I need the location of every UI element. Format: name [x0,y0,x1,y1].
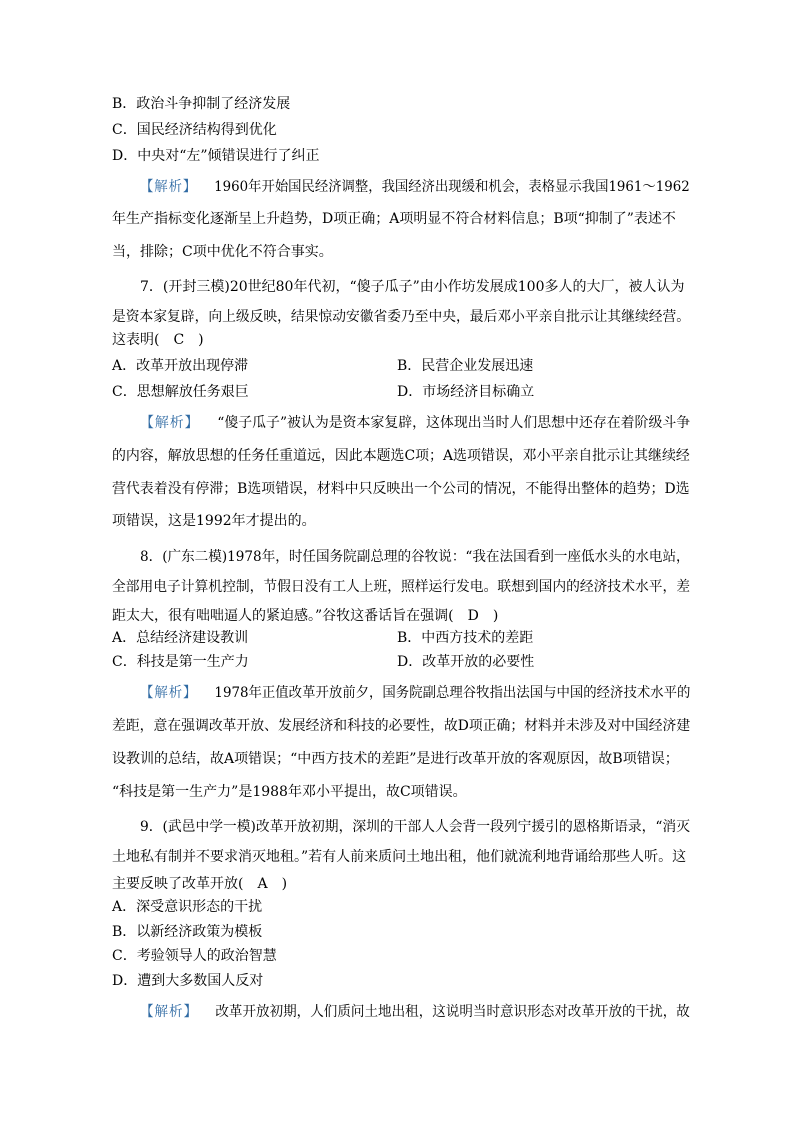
q8-option-c: C．科技是第一生产力 [112,654,249,670]
q7-option-b: B．民营企业发展迅速 [397,358,534,374]
q8-stem-line-2: 全部用电子计算机控制，节假日没有工人上班，照样运行发电。联想到国内的经济技术水平，差 [112,579,691,595]
q9-option-c: C．考验领导人的政治智慧 [112,948,277,964]
q8-analysis-text-1: 1978年正值改革开放前夕，国务院副总理谷牧指出法国与中国的经济技术水平的 [214,685,691,701]
q8-option-b: B．中西方技术的差距 [397,630,534,646]
q9-stem-line-1: 9．(武邑中学一模)改革开放初期，深圳的干部人人会背一段列宁援引的恩格斯语录，“消灭 [140,819,691,835]
q8-option-a: A．总结经济建设教训 [112,630,249,646]
q7-analysis-text-1: “傻子瓜子”被认为是资本家复辟，这体现出当时人们思想中还存在着阶级斗争 [217,415,691,431]
q7-option-a: A．改革开放出现停滞 [112,358,249,374]
q7-option-c: C．思想解放任务艰巨 [112,384,249,400]
q6-analysis-line-2: 年生产指标变化逐渐呈上升趋势，D项正确；A项明显不符合材料信息；B项“抑制了”表述不 [112,211,676,227]
q8-stem-line-3: 距太大，很有咄咄逼人的紧迫感。”谷牧这番话旨在强调( D ) [112,608,499,624]
q9-stem-line-2: 土地私有制并不要求消灭地租。”若有人前来质问土地出租，他们就流利地背诵给那些人听。这 [112,849,687,865]
q9-option-d: D．遭到大多数国人反对 [112,973,264,989]
q6-option-b: B．政治斗争抑制了经济发展 [112,96,291,112]
q6-analysis-text-1: 1960年开始国民经济调整，我国经济出现缓和机会，表格显示我国1961～1962 [214,179,690,195]
q8-analysis-line-4: “科技是第一生产力”是1988年邓小平提出，故C项错误。 [112,784,467,800]
q6-option-d: D．中央对“左”倾错误进行了纠正 [112,148,320,164]
q7-stem-line-2: 是资本家复辟，向上级反映，结果惊动安徽省委乃至中央，最后邓小平亲自批示让其继续经营。 [112,309,691,325]
q6-option-c: C．国民经济结构得到优化 [112,122,277,138]
q7-stem-line-1: 7．(开封三模)20世纪80年代初，“傻子瓜子”由小作坊发展成100多人的大厂，被人认为 [140,279,685,295]
q8-analysis-line-2: 差距，意在强调改革开放、发展经济和科技的必要性，故D项正确；材料并未涉及对中国经济建 [112,718,691,734]
q8-analysis-line-3: 设教训的总结，故A项错误；“中西方技术的差距”是进行改革开放的客观原因，故B项错误； [112,751,679,767]
q9-analysis-label: 【解析】 [140,1004,199,1020]
q7-analysis-line-1 [140,413,690,433]
q9-analysis-text-1: 改革开放初期，人们质问土地出租，这说明当时意识形态对改革开放的干扰，故 [215,1004,690,1020]
q6-analysis-line-3: 当，排除；C项中优化不符合事实。 [112,244,333,260]
q9-stem-line-3: 主要反映了改革开放( A ) [112,876,288,892]
q9-analysis-line-1 [140,1002,690,1022]
q8-option-d: D．改革开放的必要性 [397,654,535,670]
q7-analysis-line-3: 营代表着没有停滞；B选项错误，材料中只反映出一个公司的情况，不能得出整体的趋势；D选 [112,481,690,497]
q7-analysis-line-4: 项错误，这是1992年才提出的。 [112,513,316,529]
q6-analysis-line-1 [140,177,690,197]
q8-stem-line-1: 8．(广东二模)1978年，时任国务院副总理的谷牧说：“我在法国看到一座低水头的水电站， [140,549,690,565]
q7-stem-line-3: 这表明( C ) [112,332,204,348]
q9-option-a: A．深受意识形态的干扰 [112,899,263,915]
q6-analysis-label: 【解析】 [140,179,198,195]
q7-analysis-label: 【解析】 [140,415,200,431]
q7-analysis-line-2: 的内容，解放思想的任务任重道远，因此本题选C项；A选项错误，邓小平亲自批示让其继续经 [112,448,690,464]
q7-option-d: D．市场经济目标确立 [397,384,535,400]
q9-option-b: B．以新经济政策为模板 [112,924,263,940]
q8-analysis-label: 【解析】 [140,685,198,701]
q8-analysis-line-1 [140,683,690,703]
